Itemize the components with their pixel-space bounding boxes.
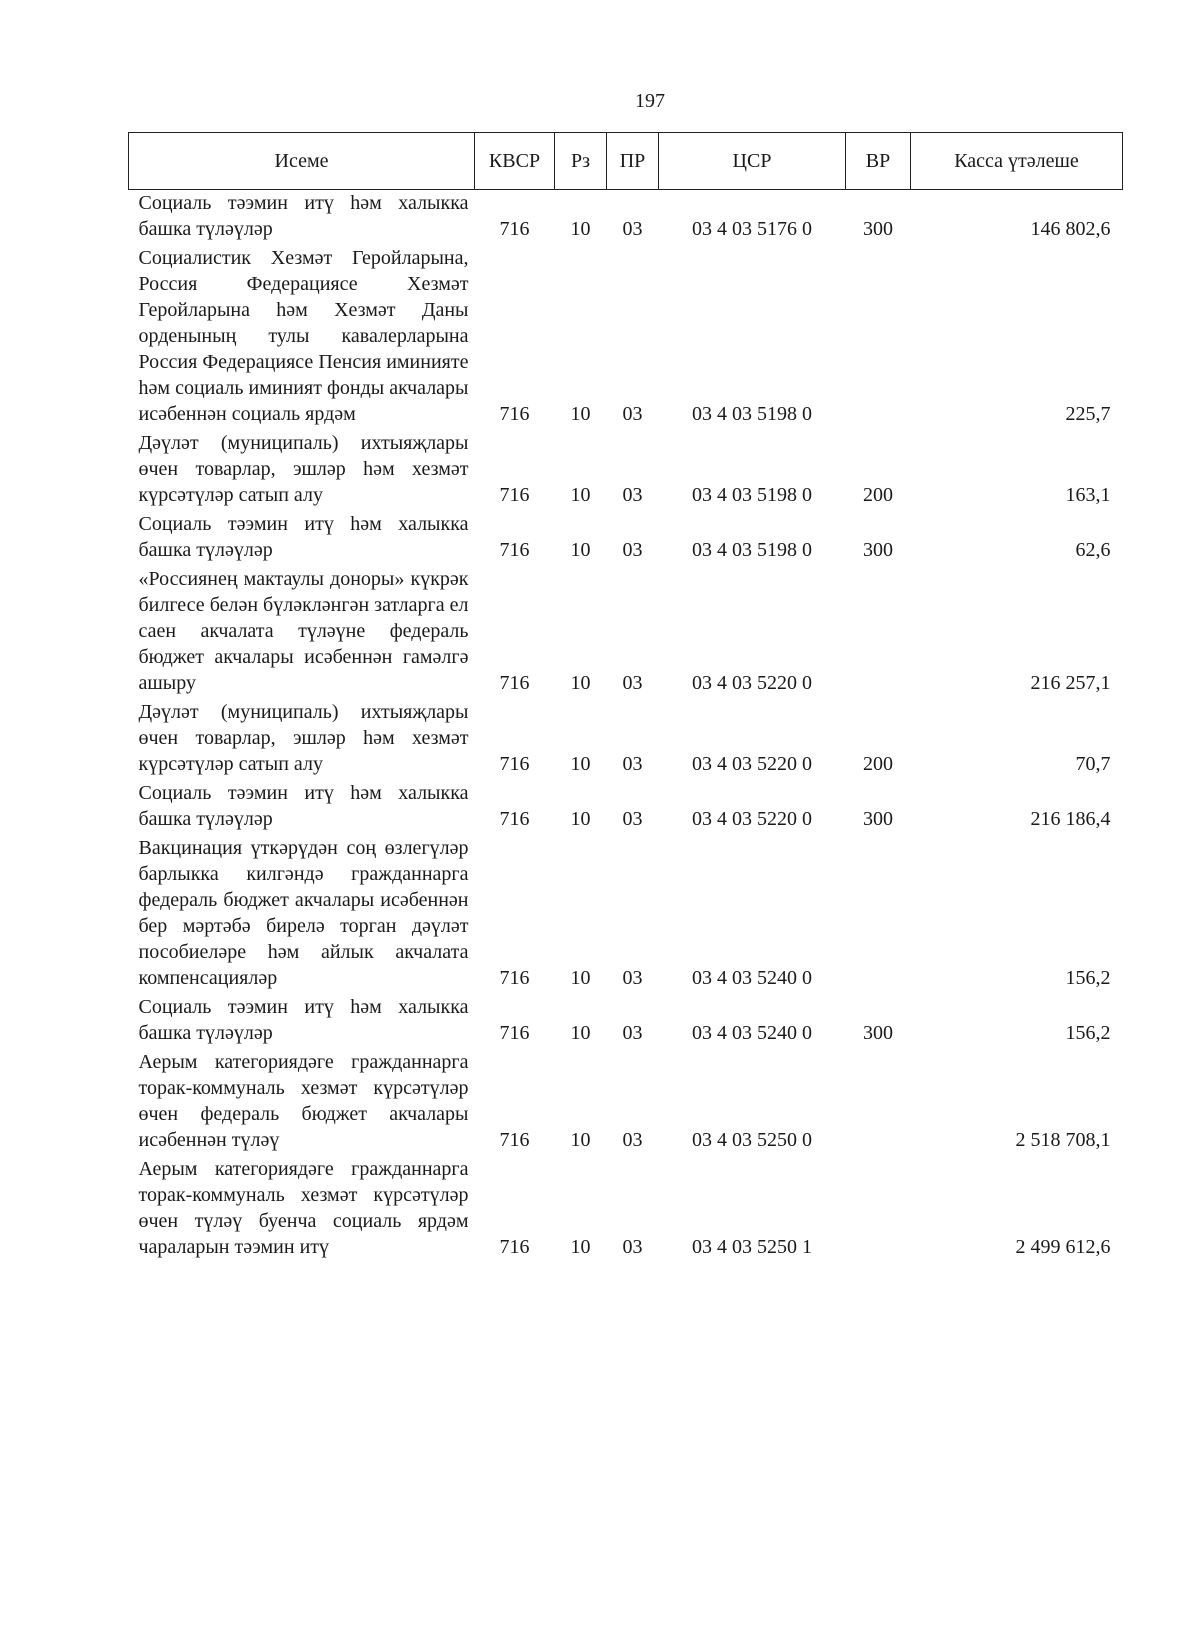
cell-csr: 03 4 03 5240 0	[692, 1022, 812, 1044]
cell-rz: 10	[570, 484, 591, 506]
header-kvsr: КВСР	[475, 133, 555, 190]
table-row	[129, 1049, 1123, 1156]
header-csr: ЦСР	[659, 133, 846, 190]
cell-kvsr: 716	[499, 1236, 530, 1258]
header-amount: Касса үтәлеше	[911, 133, 1123, 190]
cell-kvsr: 716	[499, 753, 530, 775]
cell-csr: 03 4 03 5220 0	[692, 808, 812, 830]
cell-pr: 03	[622, 808, 643, 830]
cell-vr: 300	[863, 539, 893, 561]
cell-rz: 10	[570, 1022, 591, 1044]
cell-amount: 156,2	[1065, 1022, 1111, 1044]
cell-csr: 03 4 03 5198 0	[692, 403, 812, 425]
cell-amount: 2 499 612,6	[1015, 1236, 1111, 1258]
cell-rz: 10	[570, 218, 591, 240]
table-body	[129, 190, 1123, 1264]
table-row	[129, 190, 1123, 246]
cell-csr: 03 4 03 5220 0	[692, 672, 812, 694]
cell-name: Социаль тәэмин итү һәм халыкка башка түләүләр	[138, 782, 469, 830]
budget-table	[128, 132, 1123, 1263]
cell-vr	[846, 1156, 911, 1263]
cell-kvsr: 716	[499, 1129, 530, 1151]
table-row	[129, 1156, 1123, 1263]
cell-name: Аерым категориядәге гражданнарга торак-коммуналь хезмәт күрсәтүләр өчен түләү буенча социаль ярдәм чараларын тәэмин итү	[138, 1158, 469, 1258]
cell-csr: 03 4 03 5240 0	[692, 967, 812, 989]
cell-name: Аерым категориядәге гражданнарга торак-коммуналь хезмәт күрсәтүләр өчен федераль бюджет акчалары исәбеннән түләү	[138, 1051, 469, 1151]
cell-rz: 10	[570, 403, 591, 425]
cell-pr: 03	[622, 1236, 643, 1258]
table-row	[129, 699, 1123, 780]
table-row	[129, 780, 1123, 835]
cell-name: Дәүләт (муниципаль) ихтыяҗлары өчен товарлар, эшләр һәм хезмәт күрсәтүләр сатып алу	[138, 432, 469, 506]
table-header-row	[129, 133, 1123, 190]
header-vr: ВР	[846, 133, 911, 190]
cell-vr: 300	[863, 218, 893, 240]
cell-vr	[846, 245, 911, 430]
cell-pr: 03	[622, 672, 643, 694]
cell-kvsr: 716	[499, 403, 530, 425]
cell-rz: 10	[570, 753, 591, 775]
cell-amount: 156,2	[1065, 967, 1111, 989]
cell-amount: 2 518 708,1	[1015, 1129, 1111, 1151]
cell-kvsr: 716	[499, 808, 530, 830]
table-row	[129, 566, 1123, 699]
header-rz: Рз	[555, 133, 607, 190]
cell-pr: 03	[622, 403, 643, 425]
header-name: Исеме	[129, 133, 475, 190]
cell-amount: 216 257,1	[1030, 672, 1111, 694]
cell-name: «Россиянең мактаулы доноры» күкрәк билгесе белән бүләкләнгән затларга ел саен акчалата түләүне федераль бюджет акчалары исәбеннән гамәлгә ашыру	[138, 568, 469, 694]
cell-rz: 10	[570, 672, 591, 694]
cell-kvsr: 716	[499, 967, 530, 989]
table-row	[129, 245, 1123, 430]
cell-kvsr: 716	[499, 1022, 530, 1044]
cell-name: Социаль тәэмин итү һәм халыкка башка түләүләр	[138, 513, 469, 561]
cell-name: Социалистик Хезмәт Геройларына, Россия Федерациясе Хезмәт Геройларына һәм Хезмәт Даны орденының тулы кавалерларына Россия Федерациясе Пенсия иминияте һәм социаль иминият фонды акчалары исәбеннән социаль ярдәм	[138, 247, 469, 425]
cell-pr: 03	[622, 967, 643, 989]
cell-name: Дәүләт (муниципаль) ихтыяҗлары өчен товарлар, эшләр һәм хезмәт күрсәтүләр сатып алу	[138, 701, 469, 775]
cell-vr: 300	[863, 1022, 893, 1044]
cell-name: Социаль тәэмин итү һәм халыкка башка түләүләр	[138, 192, 469, 240]
cell-vr	[846, 1049, 911, 1156]
cell-csr: 03 4 03 5198 0	[692, 484, 812, 506]
table-row	[129, 835, 1123, 994]
cell-vr: 200	[863, 484, 893, 506]
table-row	[129, 511, 1123, 566]
cell-rz: 10	[570, 967, 591, 989]
cell-kvsr: 716	[499, 539, 530, 561]
cell-name: Социаль тәэмин итү һәм халыкка башка түләүләр	[138, 996, 469, 1044]
page-number: 197	[635, 90, 665, 112]
cell-csr: 03 4 03 5198 0	[692, 539, 812, 561]
cell-rz: 10	[570, 539, 591, 561]
cell-name: Вакцинация үткәрүдән соң өзлегүләр барлыкка килгәндә гражданнарга федераль бюджет акчалары исәбеннән бер мәртәбә бирелә торган дәүләт пособиеләре һәм айлык акчалата компенсацияләр	[138, 837, 469, 989]
cell-vr	[846, 835, 911, 994]
cell-amount: 146 802,6	[1030, 218, 1111, 240]
cell-pr: 03	[622, 484, 643, 506]
cell-rz: 10	[570, 808, 591, 830]
cell-csr: 03 4 03 5250 1	[692, 1236, 812, 1258]
cell-vr: 300	[863, 808, 893, 830]
table-row	[129, 994, 1123, 1049]
cell-pr: 03	[622, 1129, 643, 1151]
cell-amount: 62,6	[1075, 539, 1111, 561]
cell-vr	[846, 566, 911, 699]
cell-kvsr: 716	[499, 218, 530, 240]
cell-kvsr: 716	[499, 672, 530, 694]
cell-amount: 70,7	[1075, 753, 1111, 775]
cell-rz: 10	[570, 1236, 591, 1258]
cell-rz: 10	[570, 1129, 591, 1151]
cell-pr: 03	[622, 218, 643, 240]
cell-pr: 03	[622, 1022, 643, 1044]
header-pr: ПР	[607, 133, 659, 190]
cell-amount: 216 186,4	[1030, 808, 1111, 830]
table-row	[129, 430, 1123, 511]
cell-pr: 03	[622, 753, 643, 775]
cell-csr: 03 4 03 5250 0	[692, 1129, 812, 1151]
cell-vr: 200	[863, 753, 893, 775]
cell-amount: 225,7	[1065, 403, 1111, 425]
cell-csr: 03 4 03 5220 0	[692, 753, 812, 775]
cell-pr: 03	[622, 539, 643, 561]
cell-csr: 03 4 03 5176 0	[692, 218, 812, 240]
cell-kvsr: 716	[499, 484, 530, 506]
cell-amount: 163,1	[1065, 484, 1111, 506]
